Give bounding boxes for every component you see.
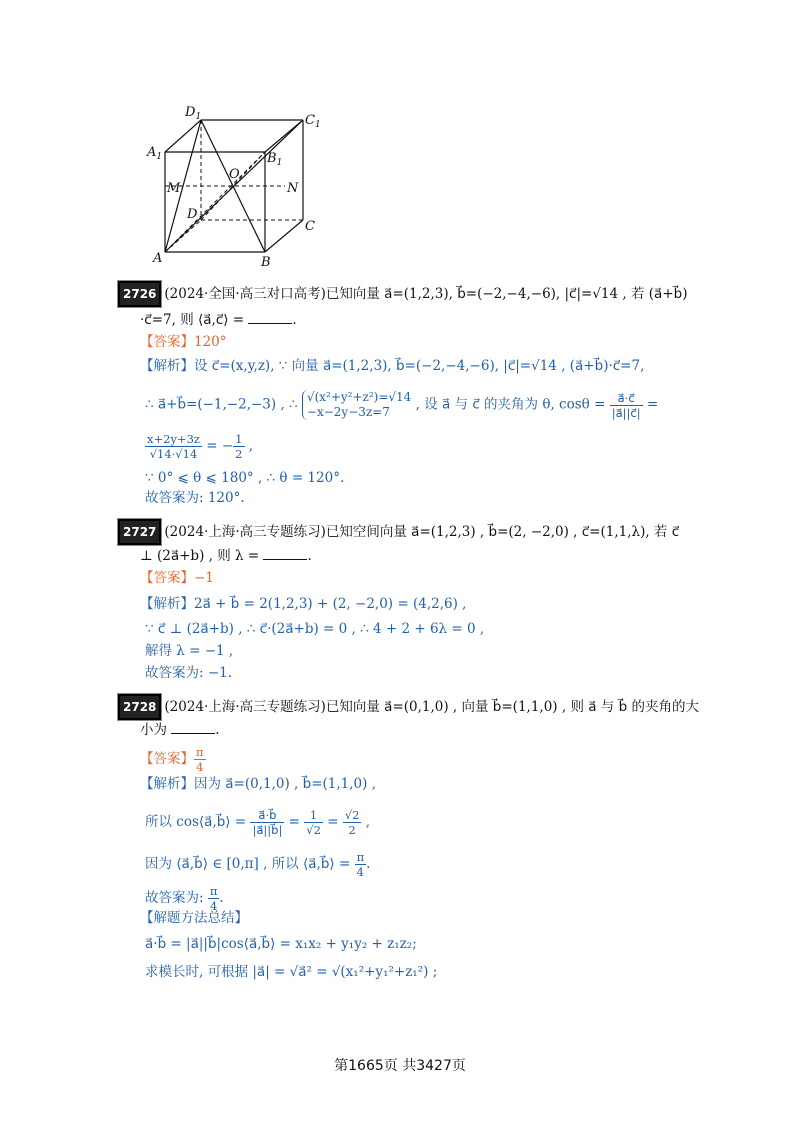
q2727-stem-line1: 2727 (2024·上海·高三专题练习)已知空间向量 a⃗=(1,2,3) , b⃗=(2, −2,0) , c⃗=(1,1,λ), 若 c⃗ <box>118 519 679 545</box>
q2728-number: 2728 <box>118 694 161 720</box>
q2727-analysis-1: 【解析】2a⃗ + b⃗ = 2(1,2,3) + (2, −2,0) = (4,2,6) , <box>140 596 467 612</box>
q2728-analysis-1: 【解析】因为 a⃗=(0,1,0) , b⃗=(1,1,0) , <box>140 776 376 792</box>
q2726-analysis-1: 【解析】设 c⃗=(x,y,z), ∵ 向量 a⃗=(1,2,3), b⃗=(−2,−4,−6), |c⃗|=√14 , (a⃗+b⃗)·c⃗=7, <box>140 358 645 374</box>
q2728-analysis-3: 因为 ⟨a⃗,b⃗⟩ ∈ [0,π] , 所以 ⟨a⃗,b⃗⟩ = $\frac{\pi}{4}$ . <box>145 850 371 879</box>
q2727-analysis-2: ∵ c⃗ ⊥ (2a⃗+b) , ∴ c⃗·(2a⃗+b) = 0 , ∴ 4 + 2 + 6λ = 0 , <box>145 621 485 637</box>
q2728-method-tag: 【解题方法总结】 <box>140 910 248 926</box>
q2728-analysis-2: 所以 cos⟨a⃗,b⃗⟩ = $\frac{a⃗\cdot b⃗}{|a⃗||b⃗|}$ = $\frac{1}{√2}$ = $\frac{√2}{2}$ , <box>145 808 371 837</box>
q2727-analysis-3: 解得 λ = −1 , <box>145 643 234 659</box>
q2728-stem-line1: 2728 (2024·上海·高三专题练习)已知向量 a⃗=(0,1,0) , 向量 b⃗=(1,1,0) , 则 a⃗ 与 b⃗ 的夹角的大 <box>118 694 699 720</box>
q2726-analysis-3: $\frac{x+2y+3z}{√14\cdot√14}$ = − $\frac{1}{2}$ , <box>147 432 254 461</box>
q2728-stem-line2: 小为 . <box>140 722 220 738</box>
q2726-analysis-5: 故答案为: 120°. <box>145 490 245 506</box>
q2728-method-1: a⃗·b⃗ = |a⃗||b⃗|cos⟨a⃗,b⃗⟩ = x₁x₂ + y₁y₂ + z₁z₂; <box>145 936 417 952</box>
q2727-stem-line2: ⊥ (2a⃗+b) , 则 λ = . <box>140 548 312 564</box>
label-n: N <box>287 181 299 196</box>
label-b: B <box>261 255 271 270</box>
q2728-answer: 【答案】 $\frac{\pi}{4}$ <box>140 745 204 774</box>
q2726-stem-line1 <box>118 281 687 307</box>
q2726-analysis-4: ∵ 0° ⩽ θ ⩽ 180° , ∴ θ = 120°. <box>145 470 345 486</box>
answer-blank <box>248 311 292 324</box>
q2726-number: 2726 <box>118 281 161 307</box>
answer-blank <box>171 721 215 734</box>
label-c1: $C_1$ <box>305 113 321 130</box>
label-a: A <box>153 251 163 266</box>
q2726-analysis-2: ∴ a⃗+b⃗=(−1,−2,−3) , ∴ √(x²+y²+z²)=√14 −x−2y−3z=7 , 设 a⃗ 与 c⃗ 的夹角为 θ, cosθ = $\frac{a⃗\cdot c⃗}{|a⃗||c⃗|}$ = <box>145 390 659 420</box>
cube-figure <box>145 100 335 270</box>
q2727-answer: 【答案】−1 <box>140 570 214 586</box>
page-footer: 第1665页 共3427页 <box>334 1058 466 1074</box>
q2728-method-2: 求模长时, 可根据 |a⃗| = √a⃗² = √(x₁²+y₁²+z₁²) ; <box>145 964 438 980</box>
label-a1: $A_1$ <box>147 145 163 162</box>
q2727-analysis-4: 故答案为: −1. <box>145 665 233 681</box>
label-c: C <box>305 219 315 234</box>
answer-blank <box>263 547 307 560</box>
label-o: O <box>229 167 240 182</box>
label-m: M <box>167 181 181 196</box>
q2726-answer: 【答案】120° <box>140 334 227 350</box>
q2726-stem-line2: ·c⃗=7, 则 ⟨a⃗,c⃗⟩ = . <box>140 312 297 328</box>
q2726-stem1: (2024·全国·高三对口高考)已知向量 a⃗=(1,2,3), b⃗=(−2,−4,−6), |c⃗|=√14 , 若 (a⃗+b⃗) <box>164 286 688 302</box>
q2728-analysis-4: 故答案为: $\frac{\pi}{4}$ . <box>145 884 224 913</box>
label-d: D <box>187 207 198 222</box>
label-b1: $B_1$ <box>267 151 283 168</box>
label-d1: $D_1$ <box>185 105 202 122</box>
q2727-number: 2727 <box>118 519 161 545</box>
